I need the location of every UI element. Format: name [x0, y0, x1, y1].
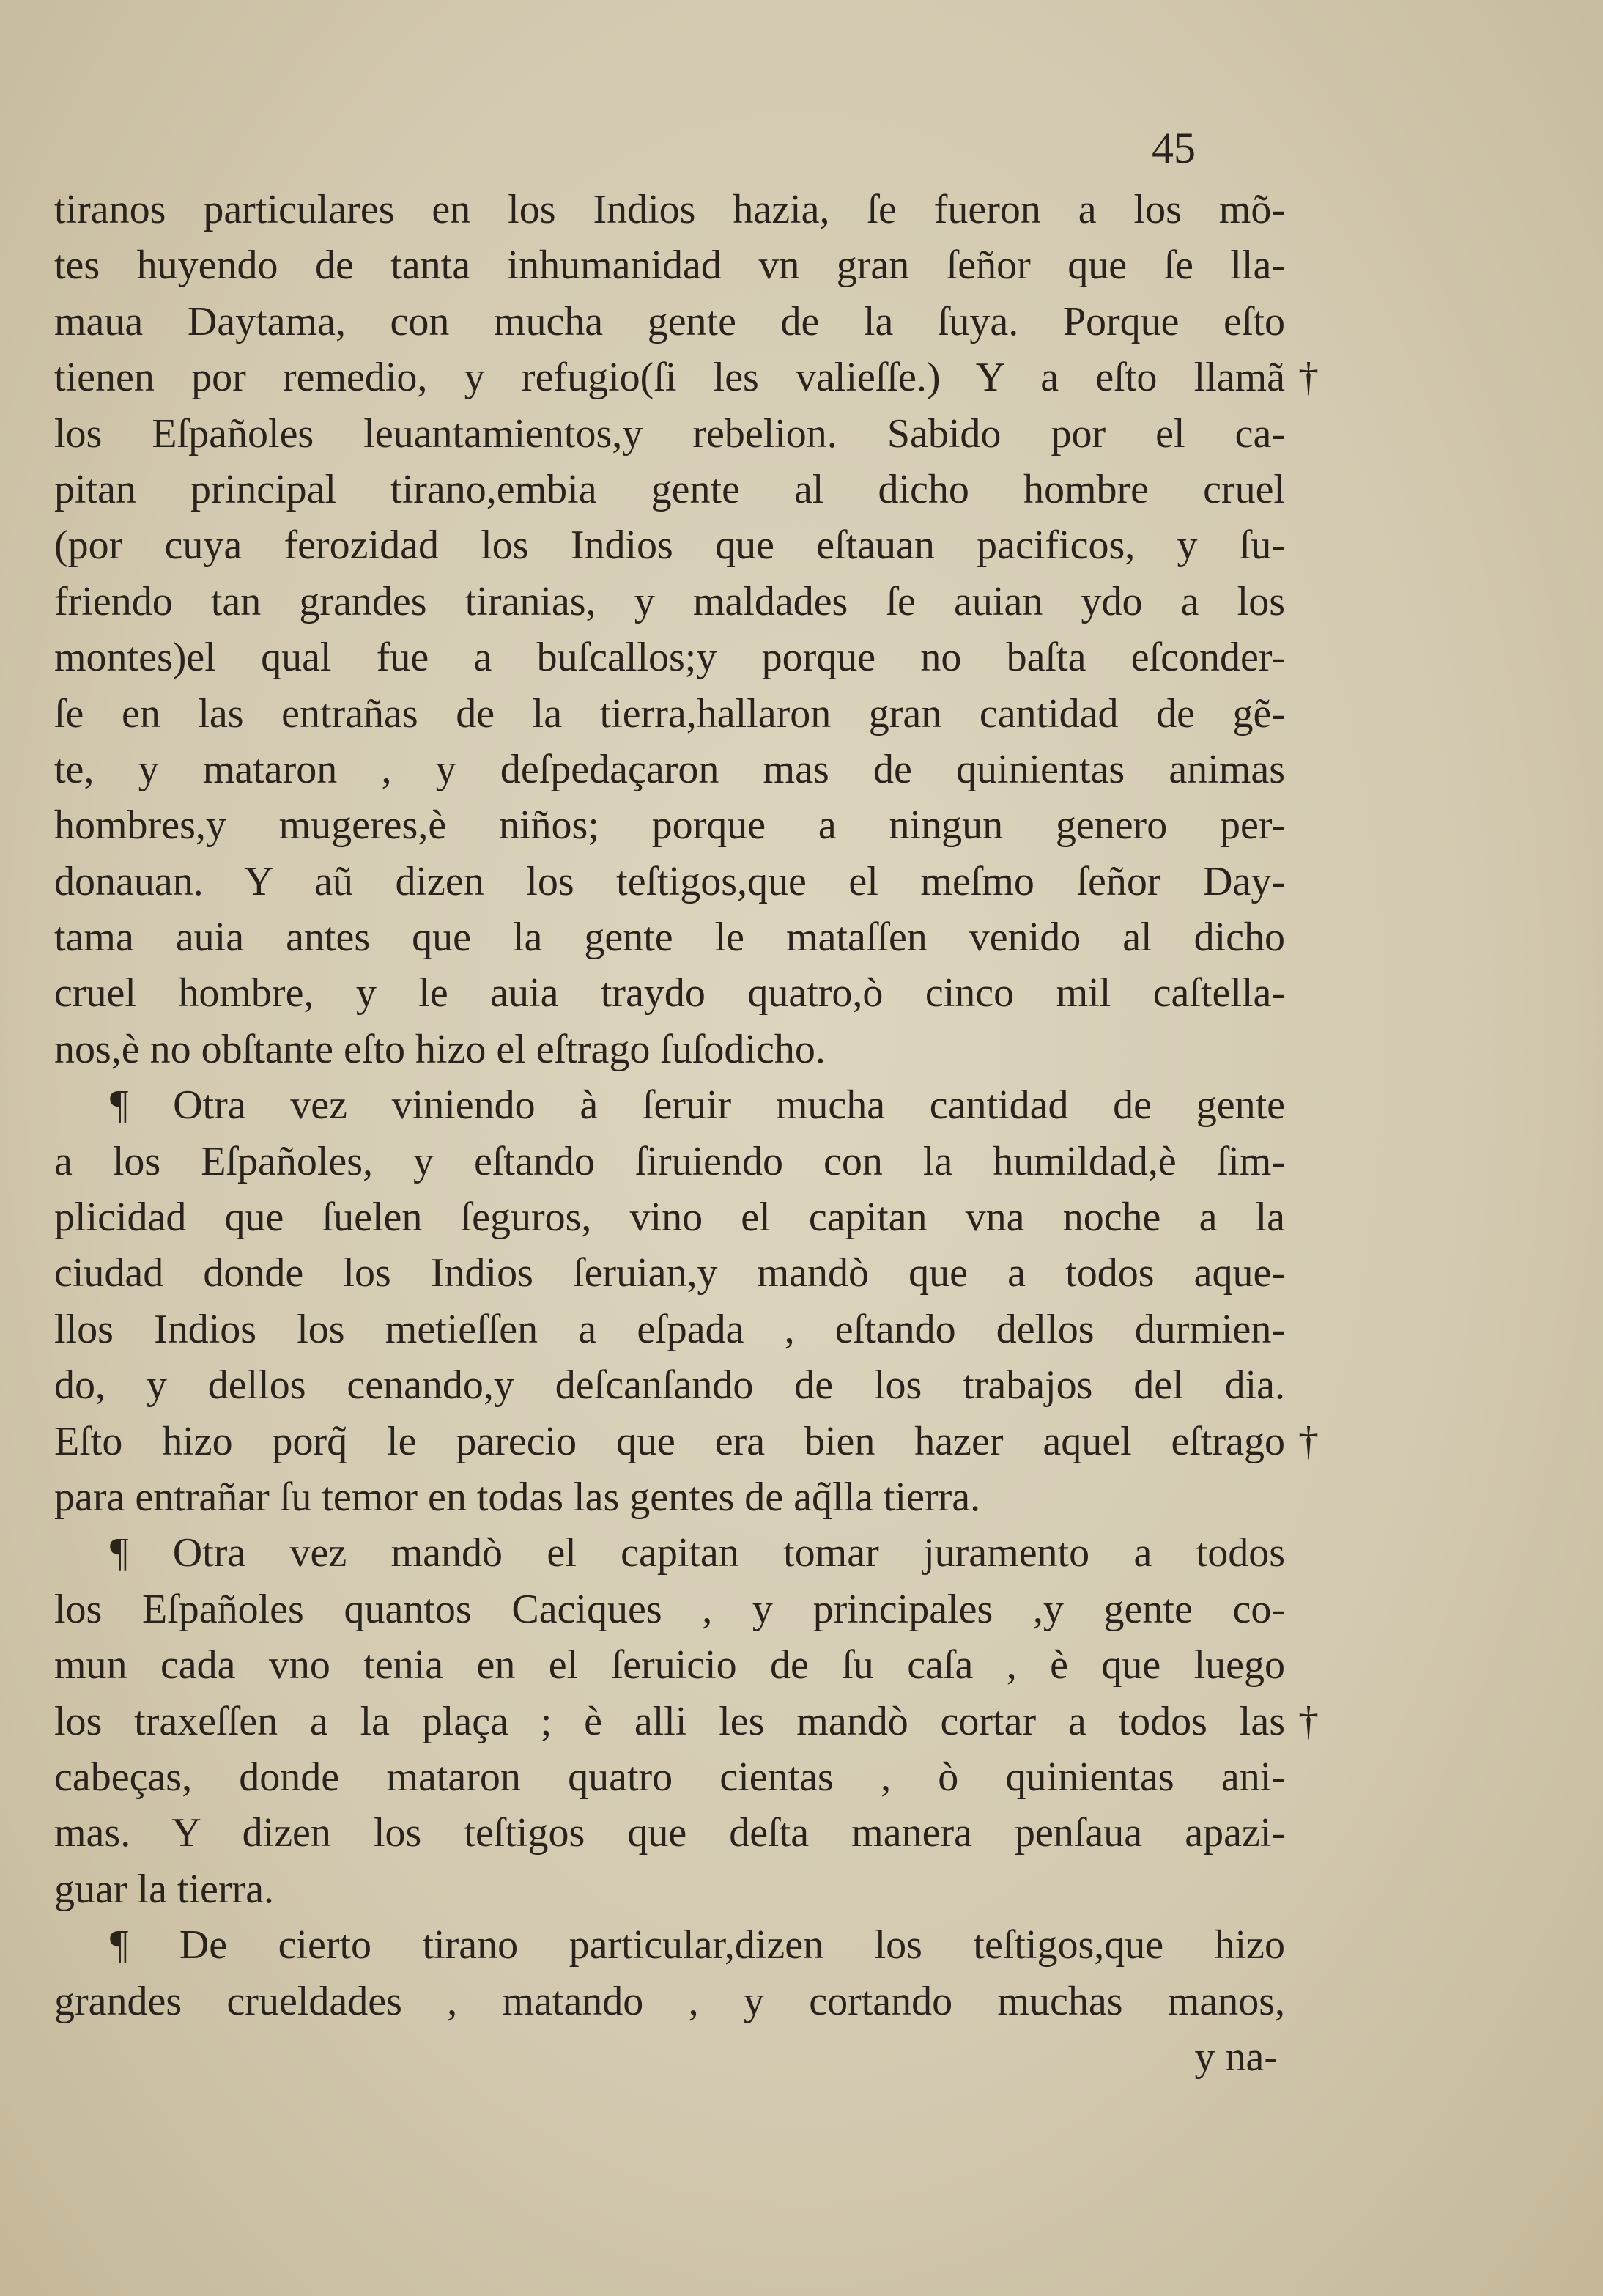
text-line: friendo tan grandes tiranias, y maldades ſe auian ydo a los: [54, 578, 1285, 624]
text-line: cruel hombre, y le auia traydo quatro,ò cinco mil caſtella-: [54, 970, 1285, 1016]
text-line: ¶ Otra vez mandò el capitan tomar juramento a todos: [110, 1530, 1285, 1576]
text-line: grandes crueldades , matando , y cortando muchas manos,: [54, 1978, 1285, 2024]
text-line: los Eſpañoles quantos Caciques , y principales ,y gente co-: [54, 1586, 1285, 1632]
text-line: pitan principal tirano,embia gente al dicho hombre cruel: [54, 466, 1285, 512]
text-line: y na-: [1194, 2034, 1278, 2080]
text-line: donauan. Y aũ dizen los teſtigos,que el meſmo ſeñor Day-: [54, 858, 1285, 904]
text-line: llos Indios los metieſſen a eſpada , eſtando dellos durmien-: [54, 1306, 1285, 1352]
text-line: ſe en las entrañas de la tierra,hallaron gran cantidad de gẽ-: [54, 690, 1285, 737]
text-line: nos,è no obſtante eſto hizo el eſtrago ſuſodicho.: [54, 1026, 826, 1072]
text-line: los Eſpañoles leuantamientos,y rebelion. Sabido por el ca-: [54, 410, 1285, 457]
text-line: ¶ De cierto tirano particular,dizen los teſtigos,que hizo: [110, 1922, 1285, 1968]
text-line: guar la tierra.: [54, 1866, 275, 1912]
text-line: Eſto hizo porq̃ le parecio que era bien hazer aquel eſtrago: [54, 1418, 1285, 1464]
text-line: maua Daytama, con mucha gente de la ſuya. Porque eſto: [54, 298, 1285, 344]
margin-dagger-marker: †: [1298, 1698, 1319, 1744]
text-line: te, y mataron , y deſpedaçaron mas de quinientas animas: [54, 746, 1285, 792]
text-line: mun cada vno tenia en el ſeruicio de ſu caſa , è que luego: [54, 1642, 1285, 1688]
margin-dagger-marker: †: [1298, 1418, 1319, 1464]
text-line: para entrañar ſu temor en todas las gentes de aq̃lla tierra.: [54, 1474, 981, 1520]
text-line: los traxeſſen a la plaça ; è alli les mandò cortar a todos las: [54, 1698, 1285, 1744]
text-line: a los Eſpañoles, y eſtando ſiruiendo con la humildad,è ſim-: [54, 1138, 1285, 1184]
body-text: [54, 182, 1285, 2085]
text-line: hombres,y mugeres,è niños; porque a ningun genero per-: [54, 802, 1285, 849]
text-line: ¶ Otra vez viniendo à ſeruir mucha cantidad de gente: [110, 1082, 1285, 1129]
page-number: 45: [1152, 124, 1196, 172]
text-line: plicidad que ſuelen ſeguros, vino el capitan vna noche a la: [54, 1195, 1285, 1241]
text-line: montes)el qual fue a buſcallos;y porque no baſta eſconder-: [54, 635, 1285, 681]
text-line: tiranos particulares en los Indios hazia, ſe fueron a los mõ-: [54, 187, 1285, 232]
text-line: (por cuya ferozidad los Indios que eſtauan pacificos, y ſu-: [54, 523, 1285, 569]
margin-dagger-marker: †: [1298, 355, 1319, 401]
text-line: tienen por remedio, y refugio(ſi les valieſſe.) Y a eſto llamã: [54, 355, 1285, 401]
text-line: do, y dellos cenando,y deſcanſando de los trabajos del dia.: [54, 1362, 1285, 1409]
text-line: tama auia antes que la gente le mataſſen venido al dicho: [54, 915, 1285, 961]
text-line: cabeças, donde mataron quatro cientas , ò quinientas ani-: [54, 1754, 1285, 1800]
text-line: ciudad donde los Indios ſeruian,y mandò que a todos aque-: [54, 1250, 1285, 1296]
text-line: mas. Y dizen los teſtigos que deſta manera penſaua apazi-: [54, 1810, 1285, 1856]
text-line: tes huyendo de tanta inhumanidad vn gran ſeñor que ſe lla-: [54, 243, 1285, 289]
